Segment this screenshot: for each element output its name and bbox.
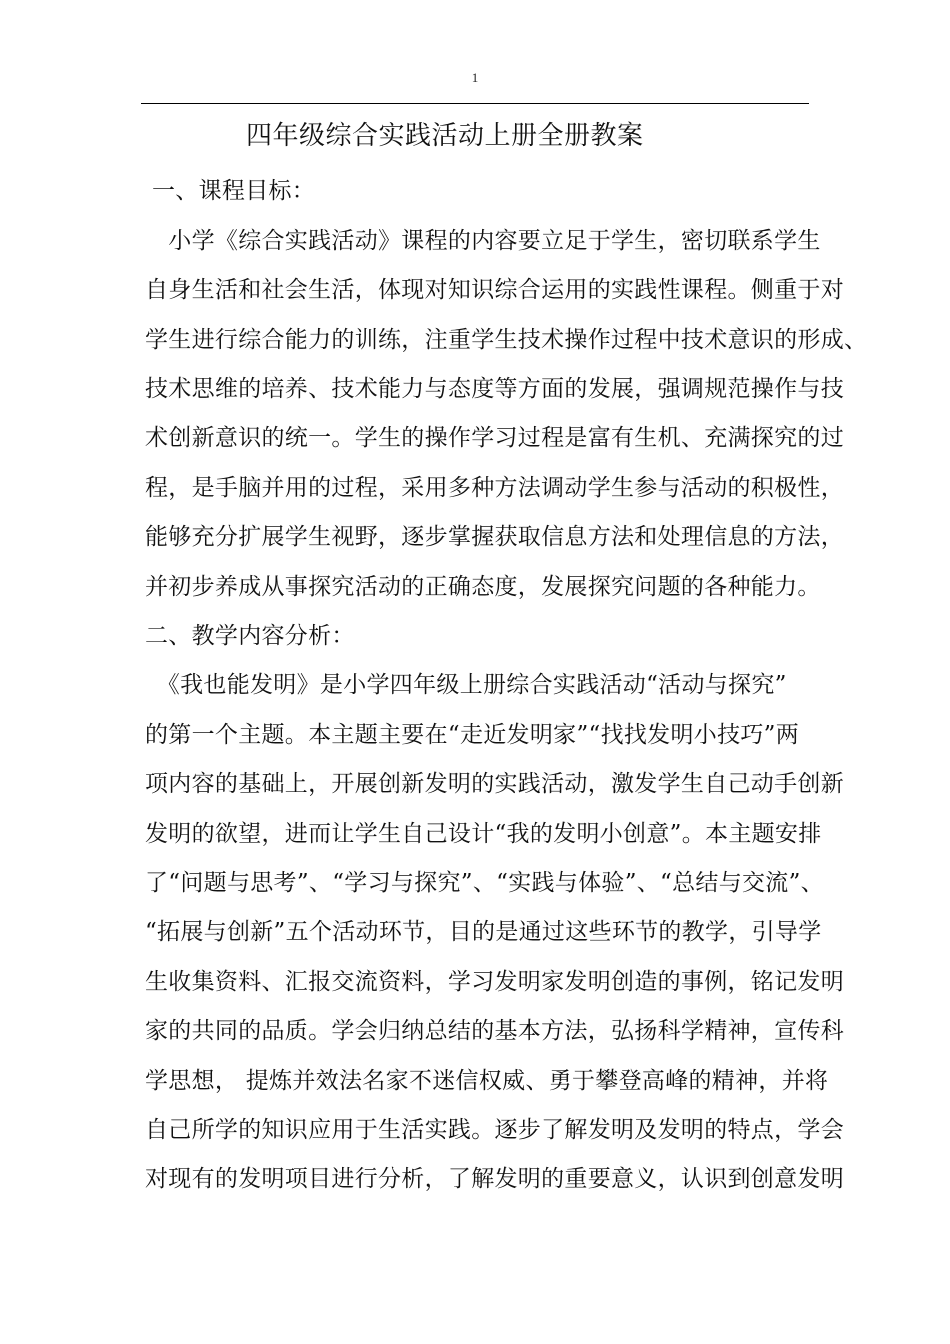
paragraph-line: 自己所学的知识应用于生活实践。逐步了解发明及发明的特点，学会: [145, 1117, 844, 1143]
page-number: 1: [471, 70, 479, 85]
paragraph-line: 《我也能发明》是小学四年级上册综合实践活动“活动与探究”: [145, 672, 787, 698]
paragraph-line: 项内容的基础上，开展创新发明的实践活动，激发学生自己动手创新: [145, 771, 844, 797]
paragraph-line: 学生进行综合能力的训练，注重学生技术操作过程中技术意识的形成、: [145, 327, 868, 353]
paragraph-line: 程，是手脑并用的过程，采用多种方法调动学生参与活动的积极性，: [145, 475, 844, 501]
paragraph-line: 的第一个主题。本主题主要在“走近发明家”“找找发明小技巧”两: [145, 722, 800, 748]
paragraph-line: 能够充分扩展学生视野，逐步掌握获取信息方法和处理信息的方法，: [145, 524, 844, 550]
paragraph-line: 学思想， 提炼并效法名家不迷信权威、勇于攀登高峰的精神，并将: [145, 1068, 829, 1094]
paragraph-line: 了“问题与思考”、“学习与探究”、“实践与体验”、“总结与交流”、: [145, 870, 824, 896]
paragraph-line: 术创新意识的统一。学生的操作学习过程是富有生机、充满探究的过: [145, 425, 844, 451]
paragraph-line: 对现有的发明项目进行分析，了解发明的重要意义，认识到创意发明: [145, 1166, 844, 1192]
section-heading-content-analysis: 二、教学内容分析：: [145, 623, 355, 649]
section-heading-course-goals: 一、课程目标：: [152, 178, 316, 204]
paragraph-line: 并初步养成从事探究活动的正确态度，发展探究问题的各种能力。: [145, 574, 821, 600]
paragraph-line: 技术思维的培养、技术能力与态度等方面的发展，强调规范操作与技: [145, 376, 844, 402]
paragraph-line: 生收集资料、汇报交流资料，学习发明家发明创造的事例，铭记发明: [145, 969, 844, 995]
paragraph-line: 发明的欲望，进而让学生自己设计“我的发明小创意”。本主题安排: [145, 821, 822, 847]
paragraph-line: “拓展与创新”五个活动环节，目的是通过这些环节的教学，引导学: [145, 919, 822, 945]
header-rule: [141, 103, 809, 104]
document-title: 四年级综合实践活动上册全册教案: [246, 121, 644, 151]
paragraph-line: 小学《综合实践活动》课程的内容要立足于学生，密切联系学生: [145, 228, 821, 254]
paragraph-line: 家的共同的品质。学会归纳总结的基本方法，弘扬科学精神，宣传科: [145, 1018, 844, 1044]
paragraph-line: 自身生活和社会生活，体现对知识综合运用的实践性课程。侧重于对: [145, 277, 844, 303]
